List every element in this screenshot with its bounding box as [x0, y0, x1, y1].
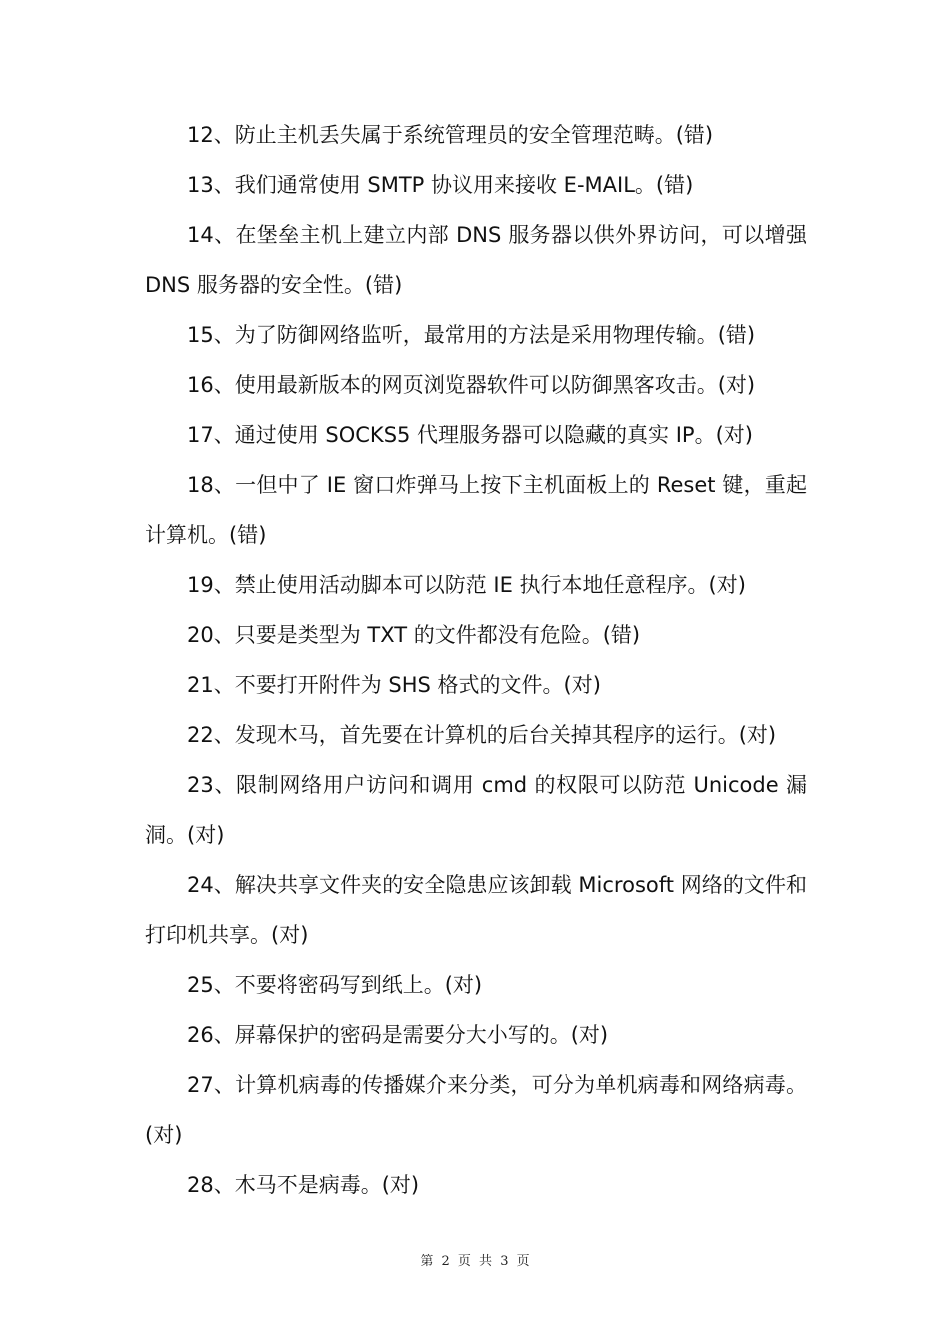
paragraph-25: 25、不要将密码写到纸上。(对) [187, 973, 483, 997]
paragraph-17: 17、通过使用 SOCKS5 代理服务器可以隐藏的真实 IP。(对) [187, 423, 753, 447]
paragraph-23: 23、限制网络用户访问和调用 cmd 的权限可以防范 Unicode 漏洞。(对) [145, 773, 807, 847]
paragraph-19: 19、禁止使用活动脚本可以防范 IE 执行本地任意程序。(对) [187, 573, 746, 597]
paragraph-21: 21、不要打开附件为 SHS 格式的文件。(对) [187, 673, 601, 697]
paragraph-22: 22、发现木马，首先要在计算机的后台关掉其程序的运行。(对) [187, 723, 777, 747]
paragraph-28: 28、木马不是病毒。(对) [187, 1173, 420, 1197]
paragraph-13: 13、我们通常使用 SMTP 协议用来接收 E-MAIL。(错) [187, 173, 694, 197]
page-footer: 第 2 页 共 3 页 [420, 1254, 530, 1269]
paragraph-18: 18、一但中了 IE 窗口炸弹马上按下主机面板上的 Reset 键，重起计算机。(错) [145, 473, 807, 547]
document-body [145, 110, 807, 1210]
paragraph-20: 20、只要是类型为 TXT 的文件都没有危险。(错) [187, 623, 641, 647]
paragraph-15: 15、为了防御网络监听，最常用的方法是采用物理传输。(错) [187, 323, 756, 347]
paragraph-24: 24、解决共享文件夹的安全隐患应该卸载 Microsoft 网络的文件和打印机共享。(对) [145, 873, 807, 947]
paragraph-16: 16、使用最新版本的网页浏览器软件可以防御黑客攻击。(对) [187, 373, 756, 397]
paragraph-27: 27、计算机病毒的传播媒介来分类，可分为单机病毒和网络病毒。(对) [145, 1073, 807, 1147]
paragraph-14: 14、在堡垒主机上建立内部 DNS 服务器以供外界访问，可以增强 DNS 服务器的安全性。(错) [145, 223, 807, 297]
paragraph-12: 12、防止主机丢失属于系统管理员的安全管理范畴。(错) [187, 123, 714, 147]
paragraph-26: 26、屏幕保护的密码是需要分大小写的。(对) [187, 1023, 609, 1047]
